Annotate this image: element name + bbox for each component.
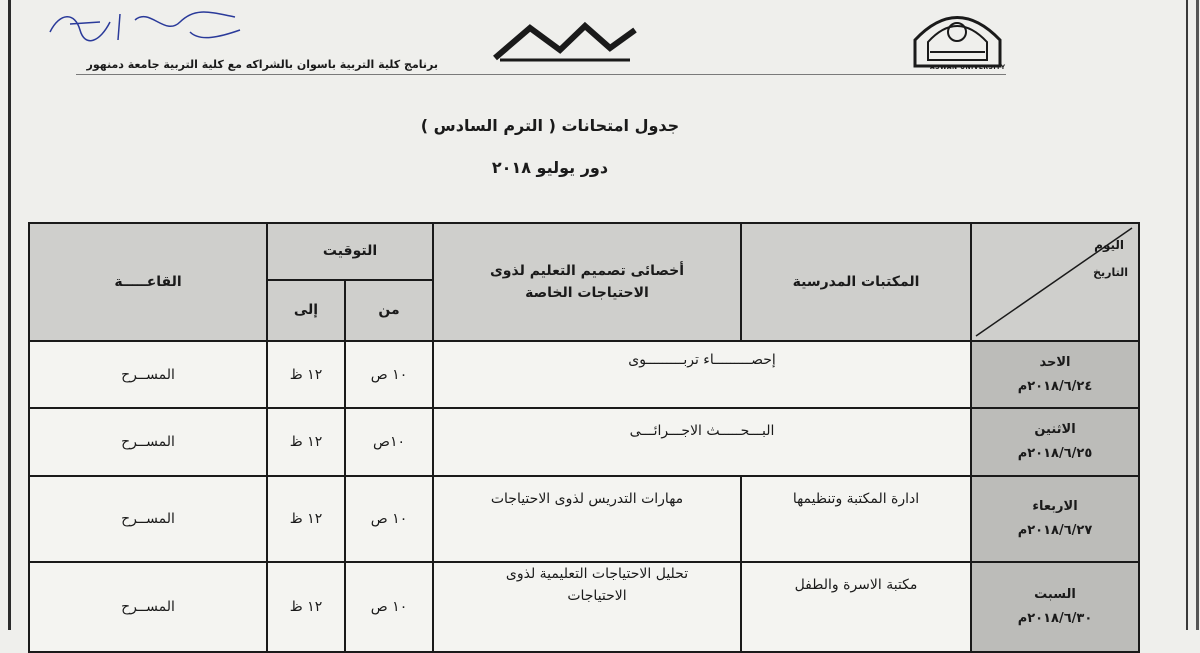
date-label: ٢٠١٨/٦/٣٠م — [1017, 611, 1093, 626]
day-label: السبت — [1034, 587, 1076, 602]
header-rule — [76, 74, 1006, 75]
hall-cell: المســرح — [29, 408, 267, 476]
from-cell: ١٠ ص — [345, 476, 433, 562]
page-subtitle: دور يوليو ٢٠١٨ — [491, 158, 609, 177]
handwritten-signature — [40, 2, 250, 47]
program-header-line: برنامج كلية التربية باسوان بالشراكه مع كلية التربية جامعة دمنهور — [86, 58, 438, 71]
to-cell: ١٢ ظ — [267, 476, 345, 562]
table-row — [29, 408, 1139, 476]
university-caption: ASWAN UNIVERSITY — [930, 64, 1006, 71]
library-cell: ادارة المكتبة وتنظيمها — [741, 476, 971, 562]
day-header: اليوم — [1094, 238, 1124, 252]
page-title: جدول امتحانات ( الترم السادس ) — [420, 116, 680, 135]
day-date-cell — [971, 341, 1139, 408]
table-row — [29, 562, 1139, 652]
hall-cell: المســرح — [29, 341, 267, 408]
hall-cell: المســرح — [29, 562, 267, 652]
from-cell: ١٠ص — [345, 408, 433, 476]
date-label: ٢٠١٨/٦/٢٧م — [1017, 523, 1093, 538]
specialist-cell: مهارات التدريس لذوى الاحتياجات — [433, 476, 741, 562]
page-edge-left — [8, 0, 11, 630]
page-edge-right-outer — [1196, 0, 1199, 630]
exam-schedule-table — [28, 222, 1140, 653]
day-label: الاربعاء — [1032, 499, 1078, 514]
day-label: الاحد — [1039, 354, 1071, 370]
date-label: ٢٠١٨/٦/٢٥م — [1017, 446, 1093, 461]
from-cell: ١٠ ص — [345, 562, 433, 652]
calligraphy-logo — [490, 20, 640, 62]
hall-header: القاعـــــة — [29, 223, 267, 341]
day-date-cell — [971, 408, 1139, 476]
table-row — [29, 341, 1139, 408]
university-emblem-icon — [910, 0, 1005, 70]
to-cell: ١٢ ظ — [267, 341, 345, 408]
day-date-cell — [971, 562, 1139, 652]
to-cell: ١٢ ظ — [267, 562, 345, 652]
to-cell: ١٢ ظ — [267, 408, 345, 476]
subject-cell: البـــحـــــث الاجـــرائـــى — [433, 408, 971, 476]
table-row — [29, 476, 1139, 562]
library-cell: مكتبة الاسرة والطفل — [741, 562, 971, 652]
timing-header: التوقيت — [267, 223, 433, 280]
to-header: إلى — [267, 280, 345, 341]
from-cell: ١٠ ص — [345, 341, 433, 408]
date-label: ٢٠١٨/٦/٢٤م — [1017, 378, 1093, 394]
subject-cell: إحصـــــــــاء تربـــــــــوى — [433, 341, 971, 408]
specialist-header: أخصائى تصميم التعليم لذوى الاحتياجات الخاصة — [433, 223, 741, 341]
libraries-header: المكتبات المدرسية — [741, 223, 971, 341]
day-label: الاثنين — [1034, 422, 1076, 437]
date-header: التاريخ — [1093, 266, 1128, 279]
day-date-header — [971, 223, 1139, 341]
page-edge-right — [1186, 0, 1188, 630]
day-date-cell — [971, 476, 1139, 562]
specialist-cell: تحليل الاحتياجات التعليمية لذوى الاحتياجات — [433, 562, 741, 652]
hall-cell: المســرح — [29, 476, 267, 562]
from-header: من — [345, 280, 433, 341]
